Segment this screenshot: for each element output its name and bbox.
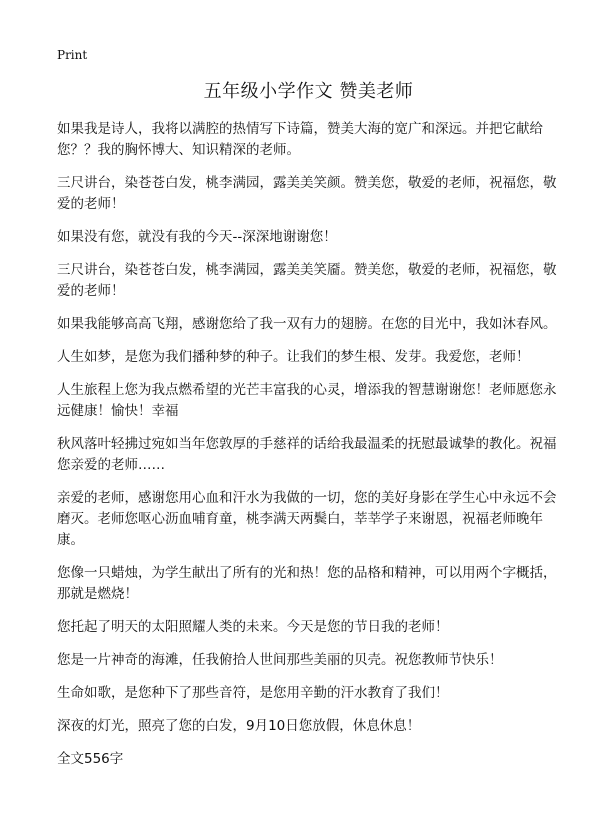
paragraph: 如果没有您，就没有我的今天--深深地谢谢您！ xyxy=(57,229,337,245)
paragraph: 您托起了明天的太阳照耀人类的未来。今天是您的节日我的老师！ xyxy=(57,619,449,635)
paragraph: 如果我能够高高飞翔，感谢您给了我一双有力的翅膀。在您的目光中，我如沐春风。 xyxy=(57,316,557,332)
article-title: 五年级小学作文 赞美老师 xyxy=(203,81,414,102)
paragraph: 三尺讲台，染苍苍白发，桃李满园，露美美笑颜。赞美您，敬爱的老师，祝福您，敬爱的老师！ xyxy=(57,175,557,212)
paragraph: 人生旅程上您为我点燃希望的光芒丰富我的心灵，增添我的智慧谢谢您！老师愿您永远健康！愉快！幸福 xyxy=(57,382,557,419)
word-count: 全文556字 xyxy=(57,751,124,767)
article-body xyxy=(57,119,560,737)
paragraph: 如果我是诗人，我将以满腔的热情写下诗篇，赞美大海的宽广和深远。并把它献给您？？我的胸怀博大、知识精深的老师。 xyxy=(57,121,543,158)
print-link[interactable]: Print xyxy=(57,48,88,62)
paragraph: 亲爱的老师，感谢您用心血和汗水为我做的一切，您的美好身影在学生心中永远不会磨灭。老师您呕心沥血哺育童，桃李满天两鬓白，莘莘学子来谢恩，祝福老师晚年康。 xyxy=(57,490,557,548)
paragraph: 深夜的灯光，照亮了您的白发，9月10日您放假，休息休息！ xyxy=(57,718,421,734)
paragraph: 三尺讲台，染苍苍白发，桃李满园，露美美笑靥。赞美您，敬爱的老师，祝福您，敬爱的老师！ xyxy=(57,262,557,299)
paragraph: 您像一只蜡烛，为学生献出了所有的光和热！您的品格和精神，可以用两个字概括，那就是燃烧！ xyxy=(57,565,557,602)
paragraph: 人生如梦，是您为我们播种梦的种子。让我们的梦生根、发芽。我爱您，老师！ xyxy=(57,349,530,365)
paragraph: 生命如歌，是您种下了那些音符，是您用辛勤的汗水教育了我们！ xyxy=(57,685,449,701)
paragraph: 您是一片神奇的海滩，任我俯拾人世间那些美丽的贝壳。祝您教师节快乐！ xyxy=(57,652,503,668)
paragraph: 秋风落叶轻拂过宛如当年您敦厚的手慈祥的话给我最温柔的抚慰最诚挚的教化。祝福您亲爱的老师…… xyxy=(57,436,557,473)
